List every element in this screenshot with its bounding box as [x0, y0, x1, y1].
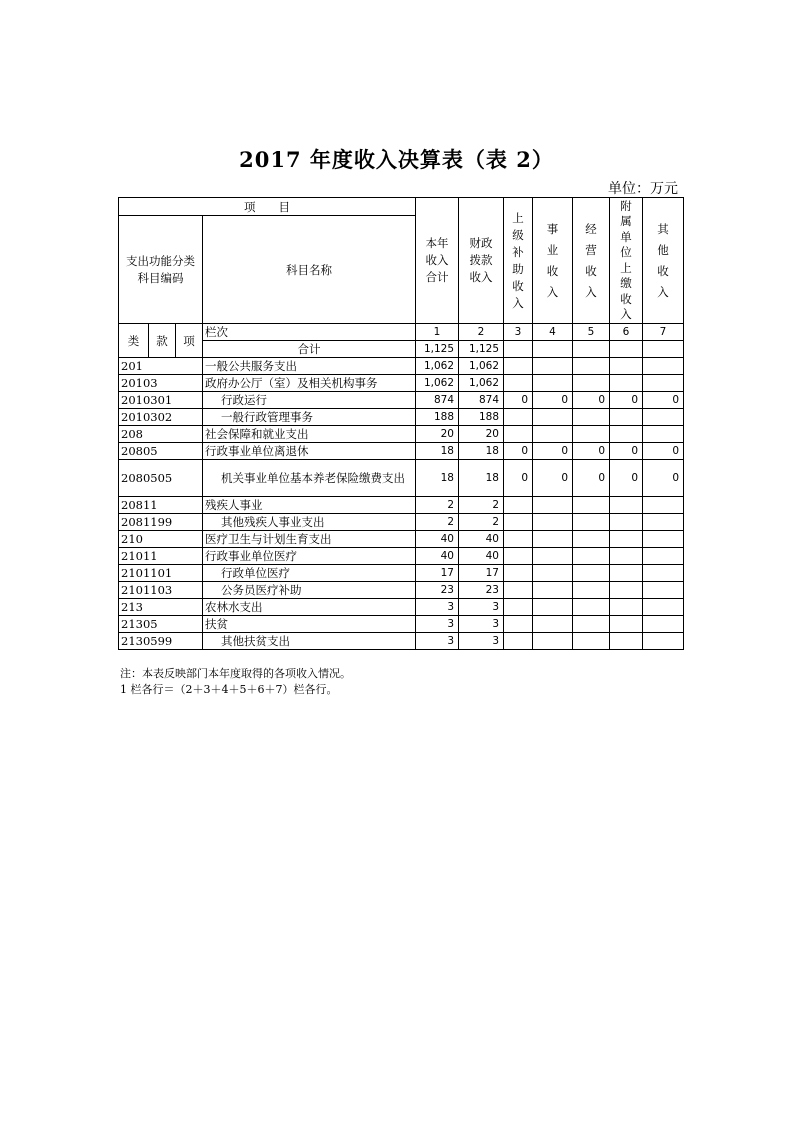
row-value: 0 [643, 443, 684, 460]
row-value [610, 514, 643, 531]
row-code: 2101103 [119, 582, 203, 599]
row-value [610, 531, 643, 548]
row-value: 18 [459, 443, 504, 460]
row-value: 23 [416, 582, 459, 599]
row-value [533, 409, 573, 426]
row-code: 21305 [119, 616, 203, 633]
row-value [533, 565, 573, 582]
row-value: 0 [504, 460, 533, 497]
row-value [610, 497, 643, 514]
row-value [533, 599, 573, 616]
table-row [119, 565, 684, 582]
row-value [643, 497, 684, 514]
row-value: 18 [416, 460, 459, 497]
row-code: 2081199 [119, 514, 203, 531]
row-value [573, 514, 610, 531]
page-title: 2017 年度收入决算表（表 2） [239, 147, 554, 172]
footnotes [120, 666, 351, 698]
col-other-header: 其他收入 [643, 198, 684, 324]
row-value: 0 [533, 392, 573, 409]
row-value: 1,062 [416, 358, 459, 375]
row-code: 2010302 [119, 409, 203, 426]
footnote: 注：本表反映部门本年度取得的各项收入情况。 [120, 667, 351, 680]
row-value [533, 531, 573, 548]
row-value: 2 [459, 514, 504, 531]
row-value [573, 531, 610, 548]
row-value [533, 633, 573, 650]
row-name: 一般行政管理事务 [203, 409, 416, 426]
lanci-label: 栏次 [203, 324, 416, 341]
unit-label: 单位：万元 [608, 181, 678, 197]
total-value: 1,125 [459, 341, 504, 358]
total-value [610, 341, 643, 358]
table-row [119, 375, 684, 392]
name-label: 科目名称 [203, 216, 416, 324]
col-number: 7 [643, 324, 684, 341]
row-code: 2010301 [119, 392, 203, 409]
row-value [643, 616, 684, 633]
row-value [573, 565, 610, 582]
row-value [533, 616, 573, 633]
row-value [643, 548, 684, 565]
table-row [119, 531, 684, 548]
row-value [504, 548, 533, 565]
row-value [533, 497, 573, 514]
row-value [504, 616, 533, 633]
row-value: 18 [459, 460, 504, 497]
row-name: 扶贫 [203, 616, 416, 633]
row-value [573, 358, 610, 375]
total-value [504, 341, 533, 358]
row-code: 2080505 [119, 460, 203, 497]
total-value [533, 341, 573, 358]
col-total-header: 本年收入合计 [416, 198, 459, 324]
row-value [610, 616, 643, 633]
row-value: 3 [416, 599, 459, 616]
row-value [504, 375, 533, 392]
row-value [643, 358, 684, 375]
table-row [119, 409, 684, 426]
row-value [610, 358, 643, 375]
row-code: 2130599 [119, 633, 203, 650]
col-number: 2 [459, 324, 504, 341]
row-value: 17 [459, 565, 504, 582]
table-row [119, 497, 684, 514]
row-value [573, 426, 610, 443]
col-number: 1 [416, 324, 459, 341]
row-value [643, 375, 684, 392]
row-value [533, 548, 573, 565]
col-fiscal-header: 财政拨款收入 [459, 198, 504, 324]
table-row [119, 599, 684, 616]
row-value [643, 531, 684, 548]
row-value: 0 [610, 460, 643, 497]
row-value [504, 633, 533, 650]
row-value: 874 [459, 392, 504, 409]
table-header [119, 198, 684, 358]
code-label: 支出功能分类科目编码 [119, 216, 203, 324]
row-name: 行政运行 [203, 392, 416, 409]
footnote: 1 栏各行＝（2＋3＋4＋5＋6＋7）栏各行。 [120, 683, 338, 696]
row-value: 0 [573, 392, 610, 409]
row-value: 188 [416, 409, 459, 426]
row-value [504, 497, 533, 514]
table-row [119, 514, 684, 531]
row-value: 40 [416, 548, 459, 565]
row-value: 0 [610, 443, 643, 460]
row-value: 2 [459, 497, 504, 514]
row-value [504, 426, 533, 443]
row-value [573, 633, 610, 650]
col-affiliated-header: 附属单位上缴收入 [610, 198, 643, 324]
col-number: 3 [504, 324, 533, 341]
row-value [643, 426, 684, 443]
row-name: 医疗卫生与计划生育支出 [203, 531, 416, 548]
row-value [533, 582, 573, 599]
row-value [610, 633, 643, 650]
row-value: 23 [459, 582, 504, 599]
row-code: 210 [119, 531, 203, 548]
row-value: 874 [416, 392, 459, 409]
row-value: 0 [643, 460, 684, 497]
table-row [119, 460, 684, 497]
row-value [610, 565, 643, 582]
row-value [573, 582, 610, 599]
row-value: 0 [610, 392, 643, 409]
col-business-header: 事业收入 [533, 198, 573, 324]
row-name: 一般公共服务支出 [203, 358, 416, 375]
row-value: 40 [459, 531, 504, 548]
row-value: 20 [459, 426, 504, 443]
project-header: 项 目 [119, 198, 416, 216]
row-value [504, 582, 533, 599]
table-row [119, 616, 684, 633]
row-name: 行政事业单位离退休 [203, 443, 416, 460]
col-number: 4 [533, 324, 573, 341]
row-value [573, 409, 610, 426]
row-value [643, 409, 684, 426]
row-value: 20 [416, 426, 459, 443]
row-code: 20811 [119, 497, 203, 514]
row-code: 21011 [119, 548, 203, 565]
row-value: 3 [416, 616, 459, 633]
row-value [610, 409, 643, 426]
table-row [119, 392, 684, 409]
total-label: 合计 [203, 341, 416, 358]
row-value [610, 375, 643, 392]
row-value: 3 [459, 599, 504, 616]
table-row [119, 582, 684, 599]
col-number: 6 [610, 324, 643, 341]
total-value [573, 341, 610, 358]
row-code: 213 [119, 599, 203, 616]
row-value [504, 358, 533, 375]
row-value: 0 [643, 392, 684, 409]
row-value [573, 616, 610, 633]
table-row [119, 633, 684, 650]
row-value: 40 [416, 531, 459, 548]
row-name: 农林水支出 [203, 599, 416, 616]
row-value [573, 548, 610, 565]
row-code: 201 [119, 358, 203, 375]
row-value [610, 426, 643, 443]
row-name: 机关事业单位基本养老保险缴费支出 [203, 460, 416, 497]
row-value: 0 [573, 460, 610, 497]
row-code: 208 [119, 426, 203, 443]
row-name: 政府办公厅（室）及相关机构事务 [203, 375, 416, 392]
row-value [643, 565, 684, 582]
table-row [119, 426, 684, 443]
row-name: 行政单位医疗 [203, 565, 416, 582]
row-value [610, 582, 643, 599]
row-value [533, 426, 573, 443]
row-code: 20103 [119, 375, 203, 392]
row-value [643, 514, 684, 531]
row-value: 0 [504, 392, 533, 409]
row-value [573, 599, 610, 616]
row-code: 20805 [119, 443, 203, 460]
kuan-label: 款 [149, 324, 176, 358]
row-value: 2 [416, 514, 459, 531]
row-value: 18 [416, 443, 459, 460]
table-row [119, 548, 684, 565]
row-name: 行政事业单位医疗 [203, 548, 416, 565]
table-body [119, 358, 684, 650]
total-value [643, 341, 684, 358]
row-value [504, 514, 533, 531]
col-superior-header: 上级补助收入 [504, 198, 533, 324]
row-value: 3 [459, 633, 504, 650]
row-value: 40 [459, 548, 504, 565]
row-value: 1,062 [459, 358, 504, 375]
row-value [610, 599, 643, 616]
col-number: 5 [573, 324, 610, 341]
row-value: 3 [459, 616, 504, 633]
total-value: 1,125 [416, 341, 459, 358]
row-name: 其他残疾人事业支出 [203, 514, 416, 531]
xiang-label: 项 [176, 324, 203, 358]
row-value [504, 599, 533, 616]
row-value [504, 565, 533, 582]
lei-label: 类 [119, 324, 149, 358]
row-name: 公务员医疗补助 [203, 582, 416, 599]
row-value [643, 599, 684, 616]
col-operating-header: 经营收入 [573, 198, 610, 324]
row-value: 17 [416, 565, 459, 582]
row-value: 0 [533, 443, 573, 460]
row-value [573, 497, 610, 514]
row-code: 2101101 [119, 565, 203, 582]
row-value: 3 [416, 633, 459, 650]
row-name: 残疾人事业 [203, 497, 416, 514]
row-value: 1,062 [416, 375, 459, 392]
row-value: 188 [459, 409, 504, 426]
row-value [573, 375, 610, 392]
income-table [118, 197, 684, 650]
row-value [504, 531, 533, 548]
row-value: 0 [504, 443, 533, 460]
row-value: 1,062 [459, 375, 504, 392]
table-row [119, 443, 684, 460]
row-name: 社会保障和就业支出 [203, 426, 416, 443]
row-value [533, 358, 573, 375]
row-value [504, 409, 533, 426]
row-value: 2 [416, 497, 459, 514]
table-row [119, 358, 684, 375]
row-value [643, 633, 684, 650]
row-value [533, 514, 573, 531]
row-value [610, 548, 643, 565]
row-value [533, 375, 573, 392]
row-name: 其他扶贫支出 [203, 633, 416, 650]
row-value: 0 [533, 460, 573, 497]
row-value [643, 582, 684, 599]
row-value: 0 [573, 443, 610, 460]
